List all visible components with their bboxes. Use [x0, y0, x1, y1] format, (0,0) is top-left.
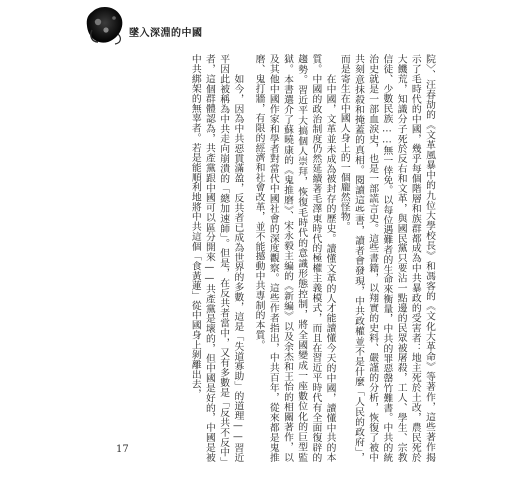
paragraph-2: 在中國，文革並未成為被封存的歷史。讀懂文革的人才能讀懂今天的中國，讀懂中共的本質。中國的政治制度仍然延續著毛澤東時代的極權主義模式，而且在習近平時代有全面復辟的趨勢。習近平大搞個人崇拜，恢復毛時代的意識形態控制，將全國變成一座數位化的巨型監獄。本書選介了蘇曉康的《鬼推磨》、宋永毅主編的《新編》以及余杰和王怡的相關著作，以及其他中國作家和學者對當代中國社會的深度觀察。這些作者指出，中共百年，從來都是鬼推磨、鬼打牆，有限的經濟和社會改革，並不能撼動中共專制的本質。 [253, 54, 336, 462]
paragraph-1: 院〉、汪春劼的《文革風暴中的九位大學校長》和馮客的《文化大革命》等著作，這些著作揭示了毛時代的中國，幾乎每個階層和族群都成為中共暴政的受害者：地主死於土改，農民死於大饑荒，知識分子死於反右和文革，與國民黨只要沾一點邊的民眾被屠殺，工人、學生、宗教信徒、少數民族……無一倖免。以每位遇難者的生命來衡量，中共的罪惡罄竹難書。中共的統治史就是一部血淚史，也是一部謊言史。這些書籍，以翔實的史料、嚴謹的分析，恢復了被中共刻意抹殺和掩蓋的真相。閱讀這些書，讀者會發現，中共政權並不是什麼「人民的政府」，而是寄生在中國人身上的一個龐然怪物。 [338, 54, 435, 462]
vertical-text-block [116, 54, 436, 462]
paragraph-3: 如今，因為中共惡貫滿盈，反共者已成為世界的多數，這是「失道寡助」的道理——習近平因此被稱為中共走向崩潰的「總加速師」。但是，在反共者當中，又有多數是「反共不反中」者，這個群體認為，共產黨跟中國可以區分開來——共產黨是壞的，但中國是好的，中國是被中共綁架的無辜者。若是能順利地將中共這個「食黃蓮」從中國身上剝離出去， [189, 54, 244, 462]
running-head-title: 墜入深淵的中國 [129, 28, 203, 39]
page-number: 17 [116, 444, 129, 455]
ink-splash-emblem-icon [84, 4, 126, 46]
